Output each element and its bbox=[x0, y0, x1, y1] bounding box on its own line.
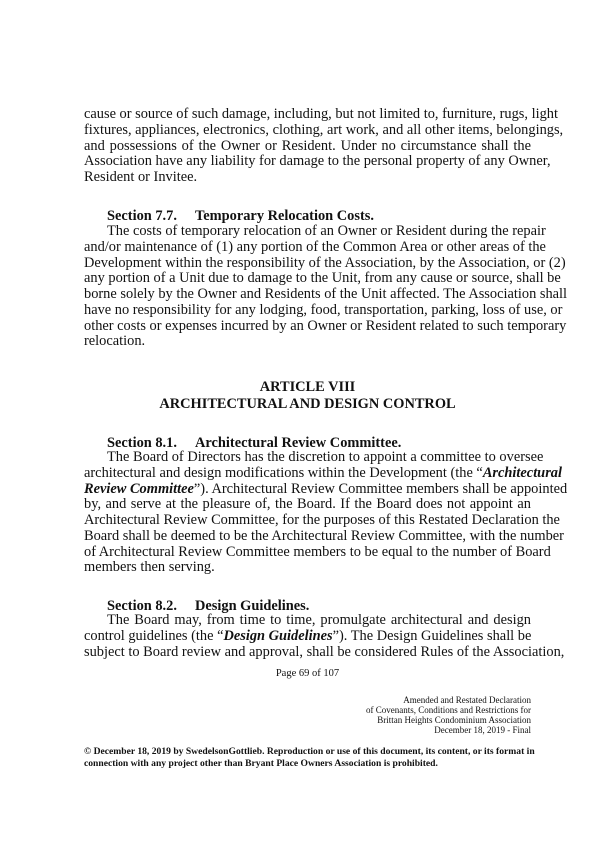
copyright-notice bbox=[84, 746, 536, 770]
text-segment: other costs or expenses incurred by an Owner or Resident related to such temporary bbox=[84, 317, 567, 334]
text-line bbox=[84, 613, 531, 629]
text-line bbox=[84, 139, 531, 155]
text-segment: members then serving. bbox=[84, 559, 215, 576]
text-segment: Association have any liability for damage to the personal property of any Owner, bbox=[84, 153, 551, 170]
text-line bbox=[84, 170, 531, 186]
text-line bbox=[84, 270, 561, 287]
section-title: Design Guidelines. bbox=[195, 598, 310, 614]
text-line bbox=[84, 512, 560, 529]
text-segment: Architectural Review Committee, for the purposes of this Restated Declaration the bbox=[84, 512, 560, 528]
text-segment: ”). The Design Guidelines shall be bbox=[332, 627, 532, 644]
section-7-7-heading bbox=[107, 208, 374, 224]
text-line bbox=[84, 286, 568, 303]
text-segment: The Board may, from time to time, promulgate architectural and design bbox=[107, 612, 531, 628]
text-segment: ”). Architectural Review Committee members shall be appointed bbox=[193, 480, 568, 497]
text-segment: relocation. bbox=[84, 333, 146, 350]
text-segment: by, and serve at the pleasure of, the Board. If the Board does not appoint an bbox=[84, 496, 531, 513]
text-line bbox=[84, 527, 564, 545]
text-segment: borne solely by the Owner and Residents of the Unit affected. The Association shall bbox=[84, 286, 568, 302]
text-line bbox=[84, 106, 558, 123]
text-segment: control guidelines (the “ bbox=[84, 627, 224, 644]
text-line bbox=[84, 301, 563, 319]
text-segment: Board shall be deemed to be the Architectural Review Committee, with the number bbox=[84, 527, 564, 544]
text-segment: The Board of Directors has the discretion to appoint a committee to oversee bbox=[107, 449, 544, 465]
text-segment: subject to Board review and approval, shall be considered Rules of the Association, bbox=[84, 643, 565, 660]
footer-line: Amended and Restated Declaration bbox=[403, 695, 531, 705]
section-title: Temporary Relocation Costs. bbox=[195, 208, 374, 224]
paragraph-temporary-relocation bbox=[84, 223, 568, 350]
copyright-line: © December 18, 2019 by SwedelsonGottlieb. Reproduction or use of this document, its content, or its format in bbox=[84, 746, 535, 757]
article-title: ARCHITECTURAL AND DESIGN CONTROL bbox=[159, 396, 456, 412]
section-number: Section 8.1. bbox=[107, 435, 177, 451]
text-segment: Development within the responsibility of the Association, by the Association, or (2) bbox=[84, 254, 566, 271]
article-number: ARTICLE VIII bbox=[259, 379, 356, 395]
text-line bbox=[84, 497, 531, 513]
copyright-line: connection with any project other than Bryant Place Owners Association is prohibited. bbox=[84, 758, 438, 769]
article-heading bbox=[84, 379, 531, 413]
text-line bbox=[84, 629, 531, 645]
text-segment: and/or maintenance of (1) any portion of the Common Area or other areas of the bbox=[84, 238, 546, 255]
document-footer bbox=[366, 695, 531, 735]
text-segment: any portion of a Unit due to damage to the Unit, from any cause or source, shall be bbox=[84, 270, 561, 287]
section-number: Section 8.2. bbox=[107, 598, 177, 614]
text-line bbox=[84, 560, 531, 576]
text-line bbox=[84, 334, 531, 350]
text-line bbox=[84, 464, 562, 482]
text-line bbox=[84, 121, 564, 139]
text-line bbox=[84, 449, 544, 466]
paragraph-damage-liability bbox=[84, 106, 564, 186]
text-line bbox=[84, 254, 566, 272]
footer-line: December 18, 2019 - Final bbox=[434, 725, 531, 735]
text-segment: cause or source of such damage, including, but not limited to, furniture, rugs, light bbox=[84, 106, 558, 122]
section-title: Architectural Review Committee. bbox=[195, 435, 402, 451]
page-number: Page 69 of 107 bbox=[275, 668, 340, 679]
text-line bbox=[84, 543, 551, 561]
text-line bbox=[84, 480, 568, 498]
paragraph-architectural-review bbox=[84, 449, 568, 576]
text-segment: and possessions of the Owner or Resident. Under no circumstance shall the bbox=[84, 137, 531, 154]
paragraph-design-guidelines bbox=[84, 612, 565, 660]
text-segment: of Architectural Review Committee members to be equal to the number of Board bbox=[84, 543, 551, 560]
text-segment: fixtures, appliances, electronics, clothing, art work, and all other items, belongings, bbox=[84, 121, 564, 138]
defined-term: Review Committee bbox=[84, 480, 194, 497]
text-line bbox=[84, 317, 567, 335]
text-line bbox=[84, 223, 546, 240]
text-segment: have no responsibility for any lodging, food, transportation, parking, loss of use, or bbox=[84, 301, 563, 318]
footer-line: Brittan Heights Condominium Association bbox=[377, 715, 531, 725]
text-line bbox=[84, 153, 551, 170]
text-line bbox=[84, 643, 565, 661]
section-number: Section 7.7. bbox=[107, 208, 177, 224]
footer-line: of Covenants, Conditions and Restrictions for bbox=[366, 705, 531, 715]
text-segment: The costs of temporary relocation of an Owner or Resident during the repair bbox=[107, 223, 546, 239]
defined-term: Design Guidelines bbox=[223, 627, 333, 644]
text-line bbox=[84, 238, 546, 256]
defined-term: Architectural bbox=[482, 464, 562, 481]
text-segment: Resident or Invitee. bbox=[84, 169, 198, 185]
text-segment: architectural and design modifications within the Development (the “ bbox=[84, 464, 483, 481]
